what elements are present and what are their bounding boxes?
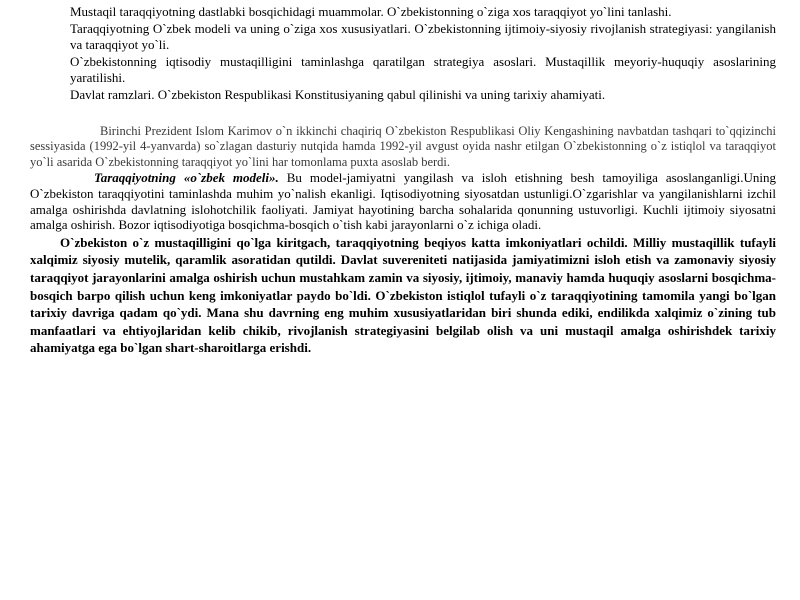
intro-paragraph: Birinchi Prezident Islom Karimov o`n ikkinchi chaqiriq O`zbekiston Respublikasi Oliy Kengashining navbatdan tashqari to`qqizinchi sessiyasida (1992-yil 4-yanvarda) so`zlagan dasturiy nutqida hamda 1992-yil avgust oyida nashr etilgan O`zbekistonning o`z istiqlol va taraqqiyot yo`li asarida O`zbekistonning taraqqiyot yo`lini har tomonlama puxta asoslab berdi. (30, 123, 776, 169)
topic-item: Mustaqil taraqqiyotning dastlabki bosqichidagi muammolar. O`zbekistonning o`ziga xos taraqqiyot yo`lini tanlashi. (70, 4, 672, 19)
section-spacer (30, 104, 776, 124)
topic-item: O`zbekistonning iqtisodiy mustaqilligini taminlashga qaratilgan strategiya asoslari. Mustaqillik meyoriy-huquqiy asoslarining yaratilishi. (70, 53, 776, 86)
bold-paragraph: O`zbekiston o`z mustaqilligini qo`lga kiritgach, taraqqiyotning beqiyos katta imkoniyatlari ochildi. Milliy mustaqillik tufayli xalqimiz siyosiy mutelik, qaramlik asoratidan qutildi. Davlat suvereniteti natijasida jamiyatimizni isloh etish va zamonaviy siyosiy taraqqiyot jarayonlarini amalga oshirish uchun mustahkam zamin va siyosiy, ijtimoiy, manaviy hamda huquqiy asoslarni bosqichma-bosqich barpo qilish uchun keng imkoniyatlar paydo bo`ldi. O`zbekiston istiqlol tufayli o`z taraqqiyotining tamomila yangi bo`lgan tarixiy davriga qadam qo`ydi. Mana shu davrning eng muhim xususiyatlaridan biri shunda ediki, endilikda xalqimiz o`zining tub manfaatlari va ehtiyojlaridan kelib chikib, rivojlanish strategiyasini belgilab olish va uni mustaqil amalga oshirishdek tarixiy ahamiyatga ega bo`lgan shart-sharoitlarga erishdi. (30, 234, 776, 356)
document-page (30, 4, 776, 357)
topic-item: Taraqqiyotning O`zbek modeli va uning o`ziga xos xususiyatlari. O`zbekistonning ijtimoiy-siyosiy rivojlanish strategiyasi: yangilanish va taraqqiyot yo`li. (70, 20, 776, 53)
topic-list (70, 4, 776, 104)
topic-item: Davlat ramzlari. O`zbekiston Respublikasi Konstitusiyaning qabul qilinishi va uning tarixiy ahamiyati. (70, 86, 606, 102)
model-paragraph (30, 170, 776, 232)
model-term: Taraqqiyotning «o`zbek modeli». (94, 170, 279, 186)
model-body: Bu model-jamiyatni yangilash va isloh etishning besh tamoyiliga asoslanganligi.Uning O`zbekiston taraqqiyotini taminlashda muhim yo`nalish ekanligi. Iqtisodiyotning siyosatdan ustunligi.O`zgarishlar va yangilanishlarni izchil amalga oshirishda davlatning islohotchilik faoliyati. Jamiyat hayotining barcha sohalarida qonunning ustuvorligi. Kuchli ijtimoiy siyosatni amalga oshirish. Bozor iqtisodiyotiga bosqichma-bosqich o`tish kabi jarayonlarni o`z ichiga oladi. (30, 170, 776, 233)
